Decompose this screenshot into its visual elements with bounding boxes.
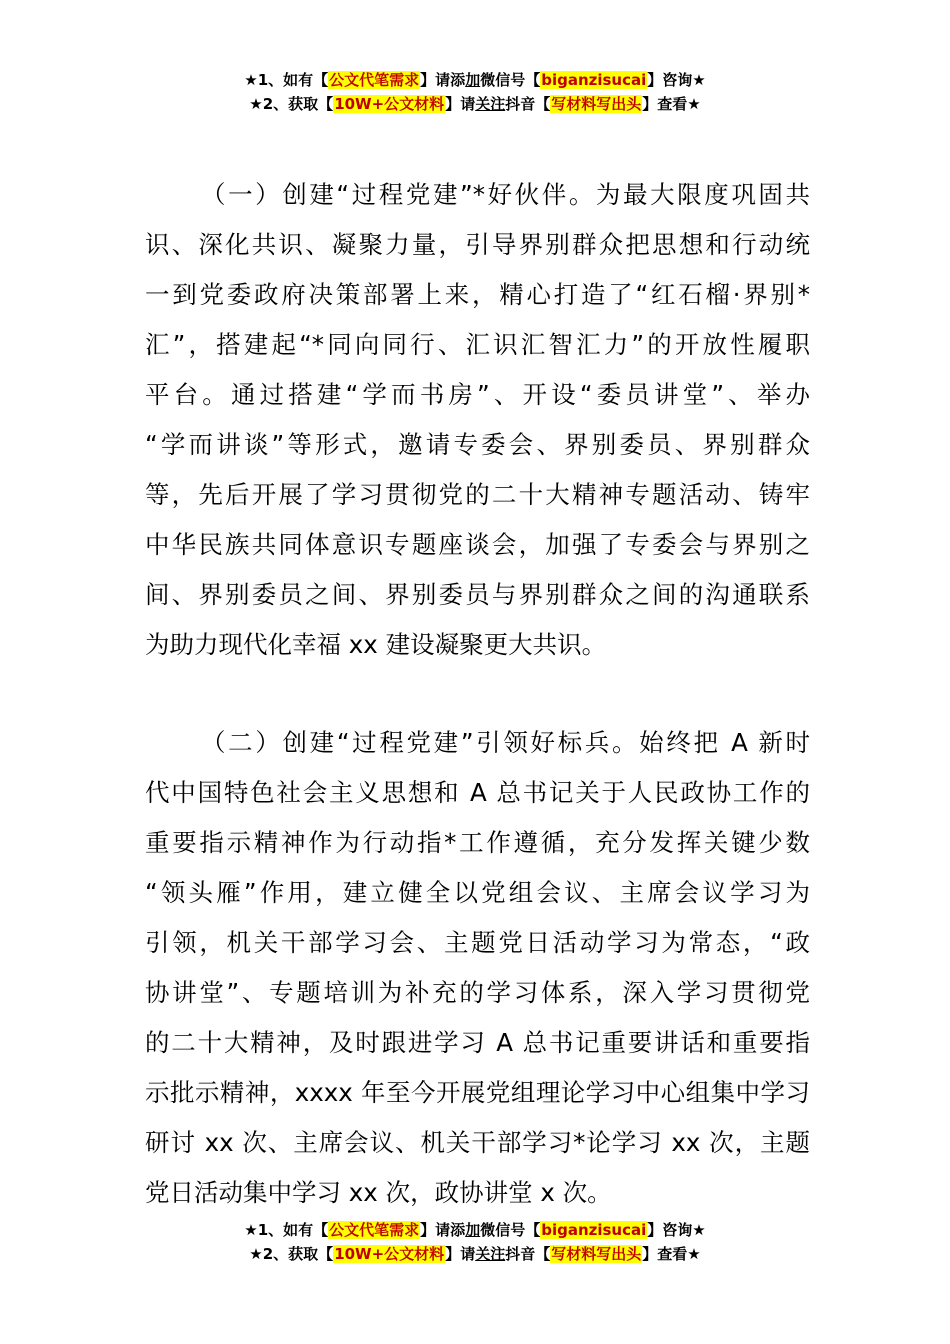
- paragraph-line: 研讨 xx 次、主席会议、机关干部学习*论学习 xx 次，主题: [145, 1128, 810, 1157]
- banner-line-1: [0, 68, 950, 92]
- paragraph-line: 平台。通过搭建“学而书房”、开设“委员讲堂”、举办: [145, 380, 810, 409]
- banner-line-2: [0, 92, 950, 116]
- paragraph-line: 等，先后开展了学习贯彻党的二十大精神专题活动、铸牢: [145, 480, 810, 509]
- banner-text: 】咨询★: [647, 71, 706, 89]
- banner-highlight: biganzisucai: [541, 1221, 647, 1239]
- footer-banner: [0, 1218, 950, 1266]
- paragraph-line: 识、深化共识、凝聚力量，引导界别群众把思想和行动统: [145, 230, 810, 259]
- paragraph-1: [145, 170, 810, 670]
- paragraph-line: 协讲堂”、专题培训为补充的学习体系，深入学习贯彻党: [145, 978, 810, 1007]
- banner-text: 微信号【: [480, 71, 541, 89]
- banner-underlined-text: 关注: [475, 95, 506, 113]
- banner-highlight: 写材料写出头: [551, 95, 642, 113]
- banner-highlight: 10W+公文材料: [334, 95, 445, 113]
- banner-text: 】请添: [420, 71, 466, 89]
- paragraph-line: 党日活动集中学习 xx 次，政协讲堂 x 次。: [145, 1178, 612, 1207]
- paragraph-line: 为助力现代化幸福 xx 建设凝聚更大共识。: [145, 630, 607, 659]
- banner-text: ★1、如有【: [244, 71, 329, 89]
- banner-text: ★2、获取【: [249, 95, 334, 113]
- paragraph-line: （一）创建“过程党建”*好伙伴。为最大限度巩固共: [201, 180, 810, 209]
- paragraph-line: 一到党委政府决策部署上来，精心打造了“红石榴·界别*: [145, 280, 810, 309]
- paragraph-line: 重要指示精神作为行动指*工作遵循，充分发挥关键少数: [145, 828, 810, 857]
- banner-text: 】请添: [420, 1221, 466, 1239]
- banner-highlight: 10W+公文材料: [334, 1245, 445, 1263]
- banner-underlined-text: 加: [465, 1221, 481, 1239]
- banner-line-1: [0, 1218, 950, 1242]
- header-banner: [0, 68, 950, 116]
- banner-underlined-text: 加: [465, 71, 481, 89]
- banner-text: 】查看★: [642, 95, 701, 113]
- banner-text: 】请: [445, 95, 476, 113]
- banner-highlight: 写材料写出头: [551, 1245, 642, 1263]
- paragraph-line: 示批示精神，xxxx 年至今开展党组理论学习中心组集中学习: [145, 1078, 810, 1107]
- paragraph-line: “领头雁”作用，建立健全以党组会议、主席会议学习为: [145, 878, 810, 907]
- banner-line-2: [0, 1242, 950, 1266]
- paragraph-2: [145, 718, 810, 1218]
- banner-text: ★1、如有【: [244, 1221, 329, 1239]
- paragraph-line: 引领，机关干部学习会、主题党日活动学习为常态，“政: [145, 928, 810, 957]
- paragraph-line: 间、界别委员之间、界别委员与界别群众之间的沟通联系: [145, 580, 810, 609]
- banner-text: 】请: [445, 1245, 476, 1263]
- paragraph-line: （二）创建“过程党建”引领好标兵。始终把 A 新时: [201, 728, 810, 757]
- banner-underlined-text: 关注: [475, 1245, 506, 1263]
- banner-highlight: biganzisucai: [541, 71, 647, 89]
- paragraph-line: 中华民族共同体意识专题座谈会，加强了专委会与界别之: [145, 530, 810, 559]
- banner-text: 抖音【: [505, 1245, 551, 1263]
- paragraph-line: 的二十大精神，及时跟进学习 A 总书记重要讲话和重要指: [145, 1028, 810, 1057]
- paragraph-line: 汇”，搭建起“*同向同行、汇识汇智汇力”的开放性履职: [145, 330, 810, 359]
- banner-highlight: 公文代笔需求: [329, 1221, 420, 1239]
- banner-text: 】查看★: [642, 1245, 701, 1263]
- banner-text: 微信号【: [480, 1221, 541, 1239]
- banner-highlight: 公文代笔需求: [329, 71, 420, 89]
- banner-text: ★2、获取【: [249, 1245, 334, 1263]
- paragraph-line: “学而讲谈”等形式，邀请专委会、界别委员、界别群众: [145, 430, 810, 459]
- banner-text: 】咨询★: [647, 1221, 706, 1239]
- paragraph-line: 代中国特色社会主义思想和 A 总书记关于人民政协工作的: [145, 778, 810, 807]
- banner-text: 抖音【: [505, 95, 551, 113]
